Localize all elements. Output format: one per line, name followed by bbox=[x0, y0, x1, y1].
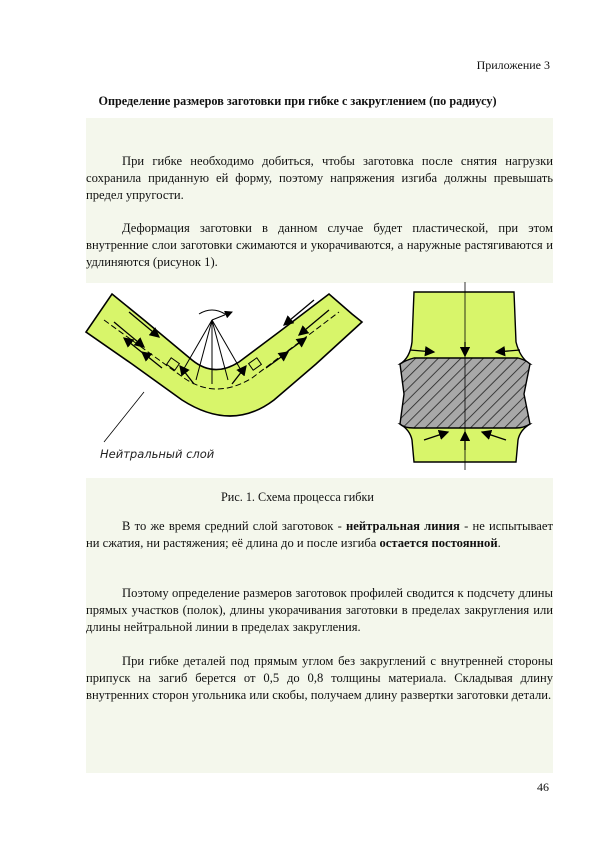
paragraph-1 bbox=[86, 153, 553, 205]
bent-blank-figure bbox=[86, 294, 362, 461]
neutral-line-term: нейтральная линия bbox=[346, 519, 460, 533]
cross-section-figure bbox=[400, 282, 530, 470]
paragraph-5 bbox=[86, 653, 553, 705]
paragraph-3-part-e: . bbox=[497, 536, 501, 551]
paragraph-2 bbox=[86, 220, 553, 272]
paragraph-3 bbox=[86, 518, 553, 552]
page-title: Определение размеров заготовки при гибке с закруглением (по радиусу) bbox=[98, 94, 497, 108]
paragraph-4 bbox=[86, 585, 553, 637]
page-number: 46 bbox=[537, 780, 549, 794]
paragraph-3-text bbox=[86, 518, 553, 552]
appendix-label: Приложение 3 bbox=[476, 58, 550, 72]
paragraph-2-text: Деформация заготовки в данном случае будет пластической, при этом внутренние слои заготовки сжимаются и укорачиваются, а наружные растягиваются и удлиняются (рисунок 1). bbox=[86, 221, 553, 270]
figure-caption: Рис. 1. Схема процесса гибки bbox=[221, 490, 374, 504]
paragraph-3-part-c: - не испытывает ни сжатия, ни растяжения; её длина до и после изгиба bbox=[86, 519, 553, 551]
paragraph-1-text: При гибке необходимо добиться, чтобы заготовка после снятия нагрузки сохранила приданную ей форму, поэтому напряжения изгиба должны превышать предел упругости. bbox=[86, 154, 553, 203]
paragraph-5-text: При гибке деталей под прямым углом без закруглений с внутренней стороны припуск на загиб берется от 0,5 до 0,8 толщины материала. Складывая длину внутренних сторон угольника или скобы, получаем длину развертки заготовки детали. bbox=[86, 654, 553, 703]
paragraph-4-text: Поэтому определение размеров заготовок профилей сводится к подсчету длины прямых участков (полок), длины укорачивания заготовки в пределах закругления или длины нейтральной линии в пределах закругления. bbox=[86, 586, 553, 635]
neutral-layer-label: Нейтральный слой bbox=[100, 447, 215, 461]
bent-blank-shape bbox=[86, 294, 362, 416]
paragraph-3-part-a: В то же время средний слой заготовок - bbox=[122, 519, 347, 533]
bending-diagram bbox=[84, 282, 554, 472]
stays-constant-term: остается постоянной bbox=[379, 536, 498, 551]
